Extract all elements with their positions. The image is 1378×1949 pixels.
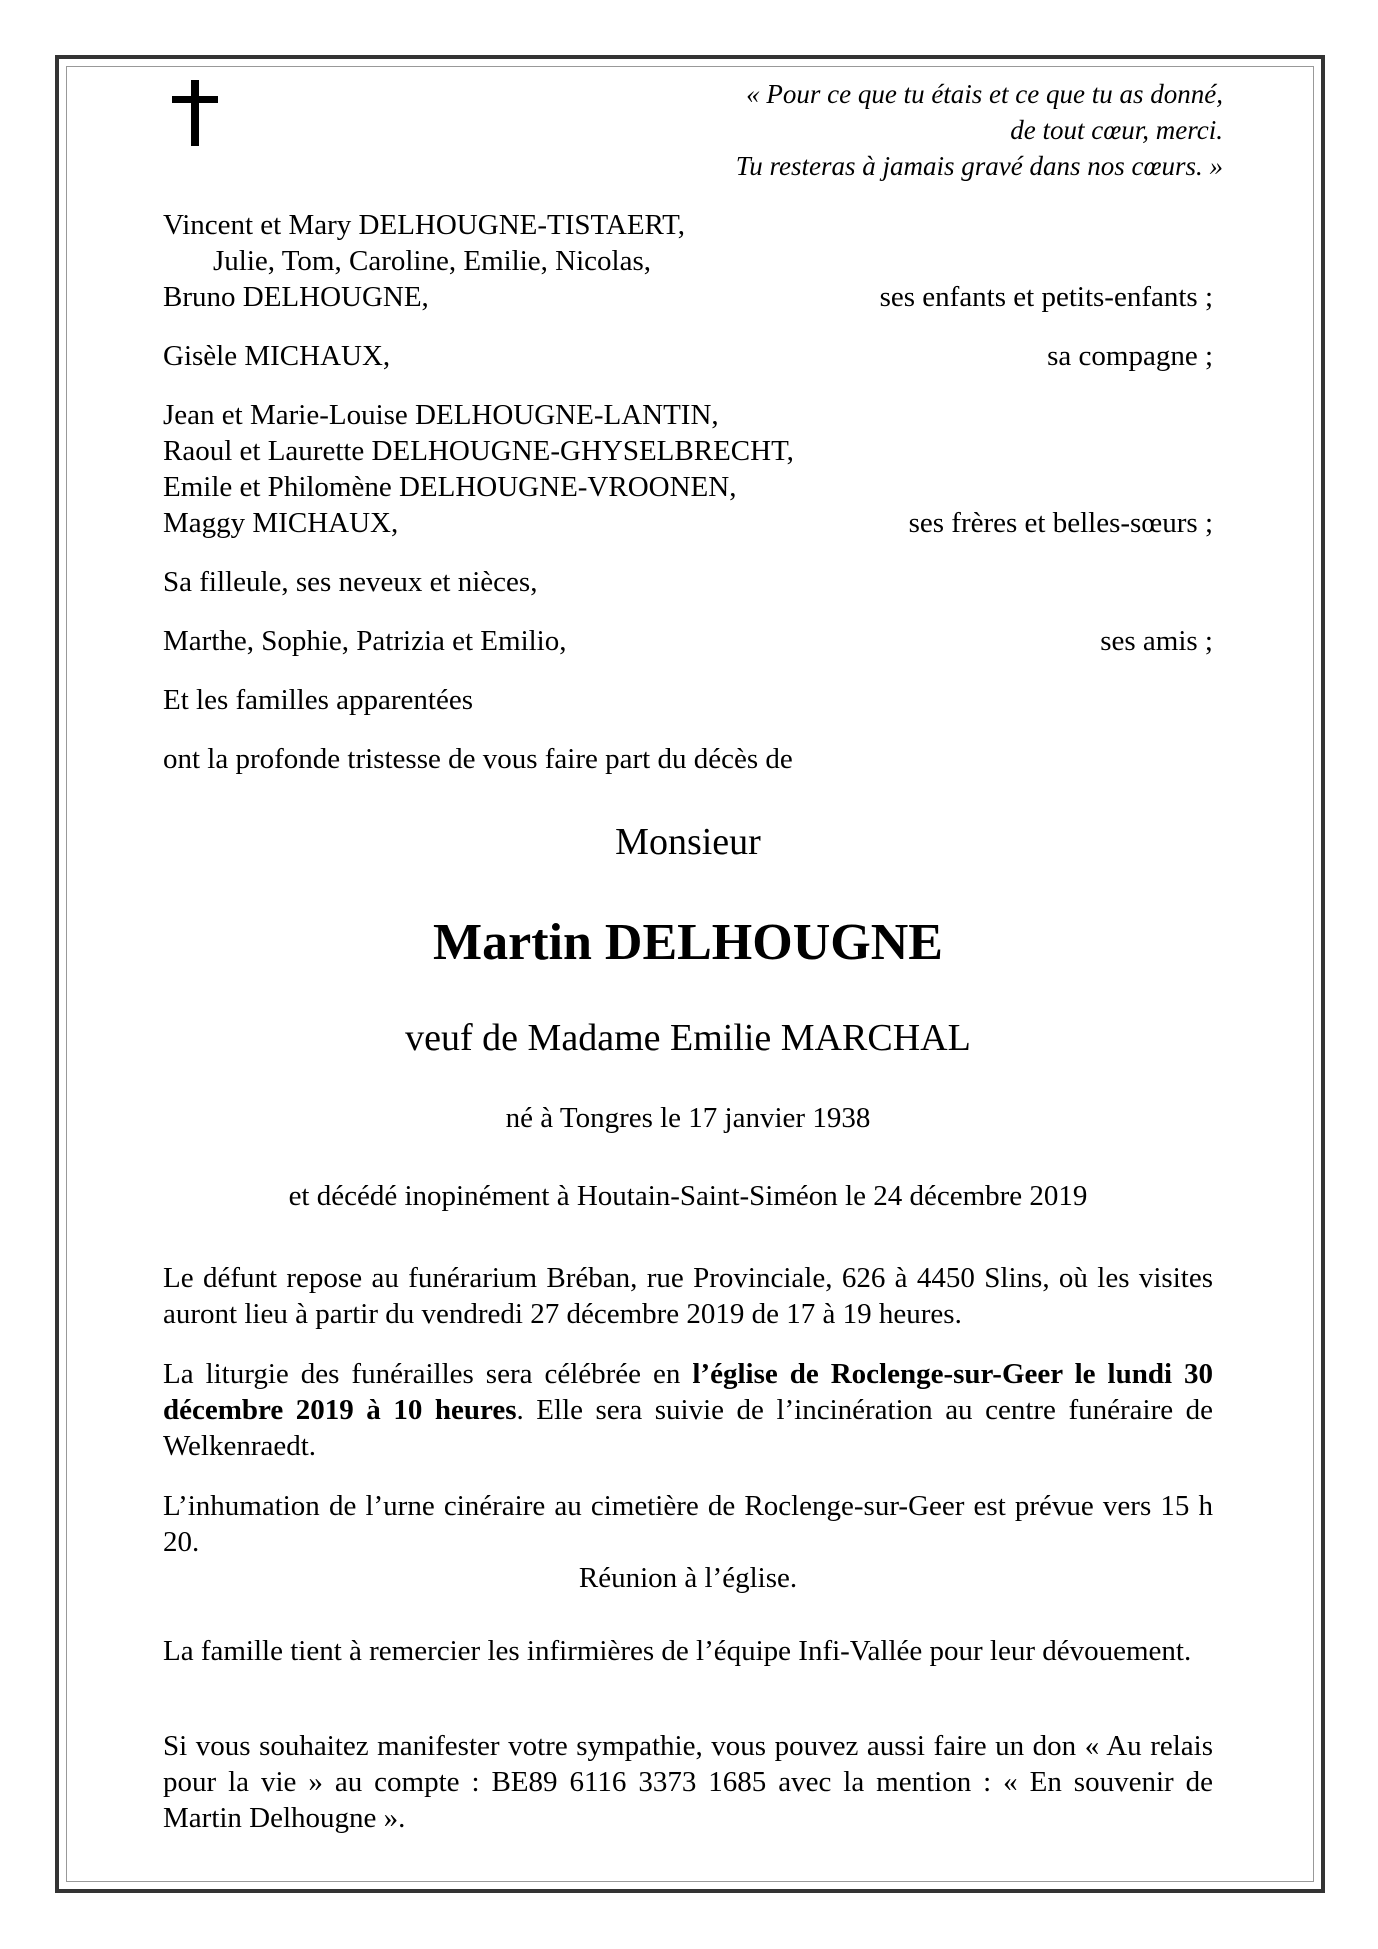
relatives-text: Et les familles apparentées: [163, 684, 474, 716]
siblings-line-3: [163, 469, 1213, 505]
friends-line: [163, 623, 1213, 659]
grandchildren-names: Julie, Tom, Caroline, Emilie, Nicolas,: [213, 245, 652, 277]
children-names-3: Bruno DELHOUGNE,: [163, 281, 429, 313]
quote-line-1: « Pour ce que tu étais et ce que tu as donné,: [746, 79, 1223, 109]
siblings-line-2: [163, 433, 1213, 469]
liturgy-date-place: l’église de Roclenge-sur-Geer le lundi 30 décembre 2019 à 10 heures: [163, 1358, 1213, 1426]
friends-names: Marthe, Sophie, Patrizia et Emilio,: [163, 625, 567, 657]
reunion-line: Réunion à l’église.: [578, 1562, 798, 1594]
siblings-line-4: [163, 505, 1213, 541]
children-line-3: [163, 279, 1213, 315]
announcement-line: [163, 741, 1213, 777]
siblings-names-1: Jean et Marie-Louise DELHOUGNE-LANTIN,: [163, 399, 719, 431]
widower-line: veuf de Madame Emilie MARCHAL: [405, 1017, 971, 1059]
siblings-names-2: Raoul et Laurette DELHOUGNE-GHYSELBRECHT,: [163, 435, 794, 467]
children-line-1: [163, 207, 1213, 243]
partner-relation: sa compagne ;: [1047, 340, 1213, 372]
page-border: [55, 55, 1325, 1893]
deceased-title: Monsieur: [615, 821, 761, 863]
announcement-text: ont la profonde tristesse de vous faire part du décès de: [163, 743, 793, 775]
siblings-names-3: Emile et Philomène DELHOUGNE-VROONEN,: [163, 471, 737, 503]
godchild-text: Sa filleule, ses neveux et nièces,: [163, 566, 538, 598]
relatives-line: [163, 682, 1213, 718]
siblings-line-1: [163, 397, 1213, 433]
birth-line: né à Tongres le 17 janvier 1938: [505, 1102, 871, 1134]
children-line-2: [213, 243, 1263, 279]
quote-line-3: Tu resteras à jamais gravé dans nos cœurs. »: [735, 151, 1223, 181]
deceased-name: Martin DELHOUGNE: [433, 914, 943, 971]
siblings-relation: ses frères et belles-sœurs ;: [908, 507, 1213, 539]
partner-name: Gisèle MICHAUX,: [163, 340, 391, 372]
thanks-paragraph: La famille tient à remercier les infirmières de l’équipe Infi-Vallée pour leur dévouement.: [163, 1635, 1192, 1667]
cross-icon: [172, 80, 218, 146]
liturgy-paragraph: [163, 1356, 1213, 1464]
inhumation-paragraph: L’inhumation de l’urne cinéraire au cimetière de Roclenge-sur-Geer est prévue vers 15 h 20.: [163, 1490, 1213, 1558]
siblings-names-4: Maggy MICHAUX,: [163, 507, 399, 539]
children-names-1: Vincent et Mary DELHOUGNE-TISTAERT,: [163, 209, 685, 241]
liturgy-rest: . Elle sera suivie de l’incinération au centre funéraire de Welkenraedt.: [163, 1394, 1213, 1462]
donation-paragraph: Si vous souhaitez manifester votre sympathie, vous pouvez aussi faire un don « Au relais pour la vie » au compte : BE89 6116 3373 1685 avec la mention : « En souvenir de Martin Delhougne ».: [163, 1730, 1213, 1834]
friends-relation: ses amis ;: [1100, 625, 1213, 657]
children-relation: ses enfants et petits-enfants ;: [879, 281, 1213, 313]
liturgy-intro: La liturgie des funérailles sera célébrée en: [163, 1358, 693, 1390]
godchild-line: [163, 564, 1213, 600]
partner-line: [163, 338, 1213, 374]
repose-paragraph: Le défunt repose au funérarium Bréban, rue Provinciale, 626 à 4450 Slins, où les visites auront lieu à partir du vendredi 27 décembre 2019 de 17 à 19 heures.: [163, 1262, 1213, 1330]
quote-line-2: de tout cœur, merci.: [1010, 115, 1223, 145]
death-line: et décédé inopinément à Houtain-Saint-Siméon le 24 décembre 2019: [288, 1180, 1088, 1212]
epigraph-quote: [523, 76, 1223, 184]
